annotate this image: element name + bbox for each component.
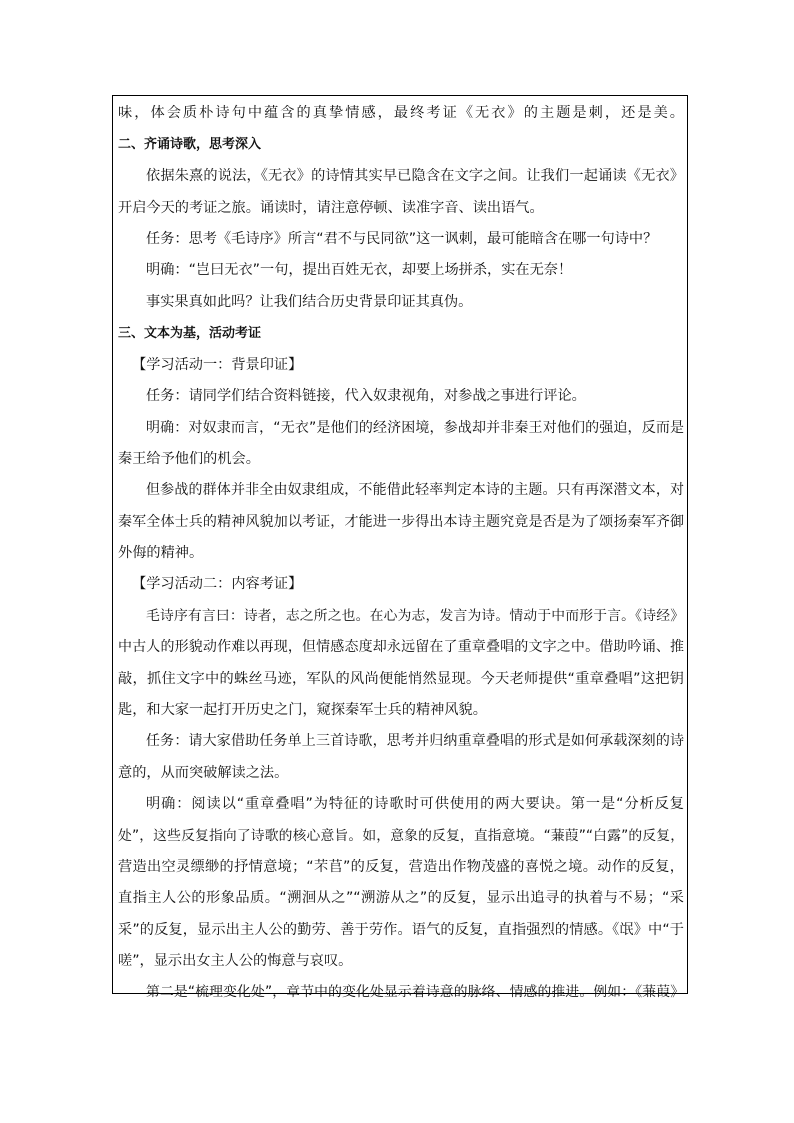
paragraph-line: 但参战的群体并非全由奴隶组成，不能借此轻率判定本诗的主题。只有再深潜文本，对 — [146, 482, 684, 498]
paragraph-line: 敲，抓住文字中的蛛丝马迹，军队的风尚便能悄然显现。今天老师提供“重章叠唱”这把钥 — [118, 671, 684, 687]
paragraph-line: 匙，和大家一起打开历史之门，窥探秦军士兵的精神风貌。 — [118, 702, 487, 718]
paragraph-line: 中古人的形貌动作难以再现，但情感态度却永远留在了重章叠唱的文字之中。借助吟诵、推 — [118, 639, 684, 655]
paragraph-line: 采”的反复，显示出主人公的勤劳、善于劳作。语气的反复，直指强烈的情感。《氓》中“于 — [118, 922, 684, 938]
paragraph-line: 味，体会质朴诗句中蕴含的真挚情感，最终考证《无衣》的主题是刺，还是美。 — [118, 105, 684, 121]
paragraph-line: 直指主人公的形象品质。“溯洄从之”“溯游从之”的反复，显示出追寻的执着与不易；“采 — [118, 890, 684, 906]
paragraph-line: 秦王给予他们的机会。 — [118, 451, 260, 467]
paragraph-line: 嗟”，显示出女主人公的悔意与哀叹。 — [118, 953, 353, 969]
paragraph-line: 外侮的精神。 — [118, 545, 204, 561]
paragraph-line: 秦军全体士兵的精神风貌加以考证，才能进一步得出本诗主题究竟是否是为了颂扬秦军齐御 — [118, 514, 684, 530]
answer-line: 明确：“岂曰无衣”一句，提出百姓无衣，却要上场拼杀，实在无奈！ — [146, 262, 573, 278]
section-heading-2: 二、齐诵诗歌，思考深入 — [118, 137, 262, 152]
section-heading-3: 三、文本为基，活动考证 — [118, 326, 262, 341]
task-line: 任务：思考《毛诗序》所言“君不与民同欲”这一讽刺，最可能暗含在哪一句诗中？ — [146, 231, 658, 247]
paragraph-line: 处”，这些反复指向了诗歌的核心意旨。如，意象的反复，直指意境。“蒹葭”“白露”的反复， — [118, 828, 684, 844]
task-line: 任务：请大家借助任务单上三首诗歌，思考并归纳重章叠唱的形式是如何承载深刻的诗 — [146, 733, 684, 749]
paragraph-line: 毛诗序有言曰：诗者，志之所之也。在心为志，发言为诗。情动于中而形于言。《诗经》 — [146, 608, 684, 624]
activity-heading-1: 【学习活动一：背景印证】 — [132, 357, 303, 373]
activity-heading-2: 【学习活动二：内容考证】 — [132, 576, 303, 592]
answer-line: 明确：对奴隶而言，“无衣”是他们的经济困境，参战却并非秦王对他们的强迫，反而是 — [146, 420, 684, 436]
task-line: 任务：请同学们结合资料链接，代入奴隶视角，对参战之事进行评论。 — [146, 388, 586, 404]
paragraph-line: 营造出空灵缥缈的抒情意境；“芣苢”的反复，营造出作物茂盛的喜悦之境。动作的反复， — [118, 859, 684, 875]
paragraph-line: 第二是“梳理变化处”，章节中的变化处显示着诗意的脉络、情感的推进。例如：《蒹葭》 — [146, 984, 684, 1000]
paragraph-line: 意的，从而突破解读之法。 — [118, 765, 289, 781]
paragraph-line: 事实果真如此吗？让我们结合历史背景印证其真伪。 — [146, 294, 473, 310]
answer-line: 明确：阅读以“重章叠唱”为特征的诗歌时可供使用的两大要诀。第一是“分析反复 — [146, 796, 684, 812]
paragraph-line: 开启今天的考证之旅。诵读时，请注意停顿、读准字音、读出语气。 — [118, 200, 544, 216]
paragraph-line: 依据朱熹的说法，《无衣》的诗情其实早已隐含在文字之间。让我们一起诵读《无衣》 — [146, 168, 684, 184]
